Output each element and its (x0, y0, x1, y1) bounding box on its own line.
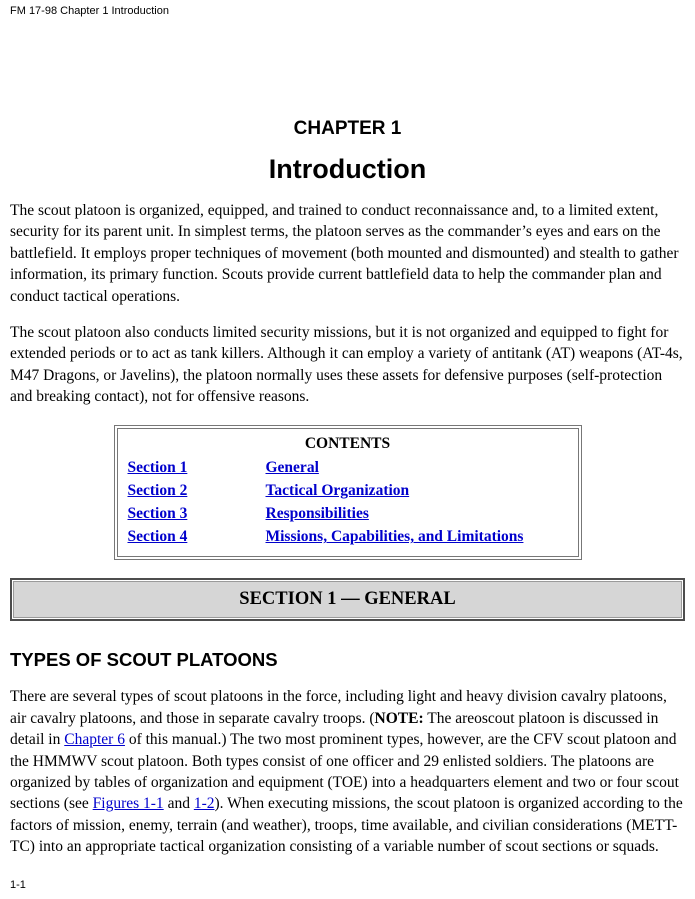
contents-row (128, 459, 568, 477)
types-of-scout-platoons-heading: TYPES OF SCOUT PLATOONS (10, 649, 278, 671)
missions-capabilities-limitations-link[interactable]: Missions, Capabilities, and Limitations (265, 528, 524, 546)
types-text-3: of this manual.) The two most prominent types, however, are the CFV scout platoon and the HMMWV scout platoon. Both types consist of one officer and 29 enlisted soldiers. The platoons are organized by tables of organization and equipment (TOE) into a headquarters element and two or four scout sections (see (10, 731, 679, 813)
section-4-link[interactable]: Section 4 (127, 528, 188, 546)
chapter-kicker: CHAPTER 1 (293, 118, 402, 139)
intro-paragraph-1: The scout platoon is organized, equipped, and trained to conduct reconnaissance and, to a limited extent, security for its parent unit. In simplest terms, the platoon serves as the commander’s eyes and ears on the battlefield. It employs proper techniques of movement (both mounted and dismounted) and stealth to gather information, its primary function. Scouts provide current battlefield data to help the commander plan and conduct tactical operations. (10, 202, 679, 305)
page-number: 1-1 (10, 879, 26, 891)
section-2-link[interactable]: Section 2 (127, 482, 188, 500)
chapter-title: Introduction (268, 154, 427, 184)
types-paragraph (10, 686, 685, 857)
general-link[interactable]: General (265, 459, 319, 477)
types-text-4: and (163, 795, 194, 813)
section-3-link[interactable]: Section 3 (127, 505, 188, 523)
chapter-6-link[interactable]: Chapter 6 (64, 731, 125, 749)
types-text-5: ). When executing missions, the scout platoon is organized according to the factors of mission, enemy, terrain (and weather), troops, time available, and civilian considerations (METT-TC) into an appropriate tactical organization consisting of a variable number of scout sections or squads. (10, 795, 683, 855)
contents-row (128, 505, 568, 523)
contents-row (128, 528, 568, 546)
tactical-organization-link[interactable]: Tactical Organization (265, 482, 410, 500)
contents-box-inner (117, 428, 579, 557)
types-text-1: There are several types of scout platoons in the force, including light and heavy division cavalry platoons, air cavalry platoons, and those in separate cavalry troops. ( (10, 688, 667, 727)
section-1-link[interactable]: Section 1 (127, 459, 188, 477)
contents-box (114, 425, 582, 560)
intro-paragraph-2: The scout platoon also conducts limited security missions, but it is not organized and equipped to fight for extended periods or to act as tank killers. Although it can employ a variety of antitank (AT) weapons (AT-4s, M47 Dragons, or Javelins), the platoon normally uses these assets for defensive purposes (self-protection and breaking contact), not for offensive reasons. (10, 323, 683, 405)
document-content (0, 118, 695, 857)
section-1-banner: SECTION 1 — GENERAL (10, 578, 685, 621)
types-text-2: The areoscout platoon is discussed in detail in (10, 709, 659, 749)
figures-1-1-link[interactable]: Figures 1-1 (92, 795, 164, 813)
contents-title: CONTENTS (304, 435, 391, 453)
contents-row (128, 482, 568, 500)
document-header: FM 17-98 Chapter 1 Introduction (10, 5, 169, 17)
responsibilities-link[interactable]: Responsibilities (265, 505, 369, 523)
figure-1-2-link[interactable]: 1-2 (193, 795, 215, 813)
note-label: NOTE: (374, 709, 424, 727)
